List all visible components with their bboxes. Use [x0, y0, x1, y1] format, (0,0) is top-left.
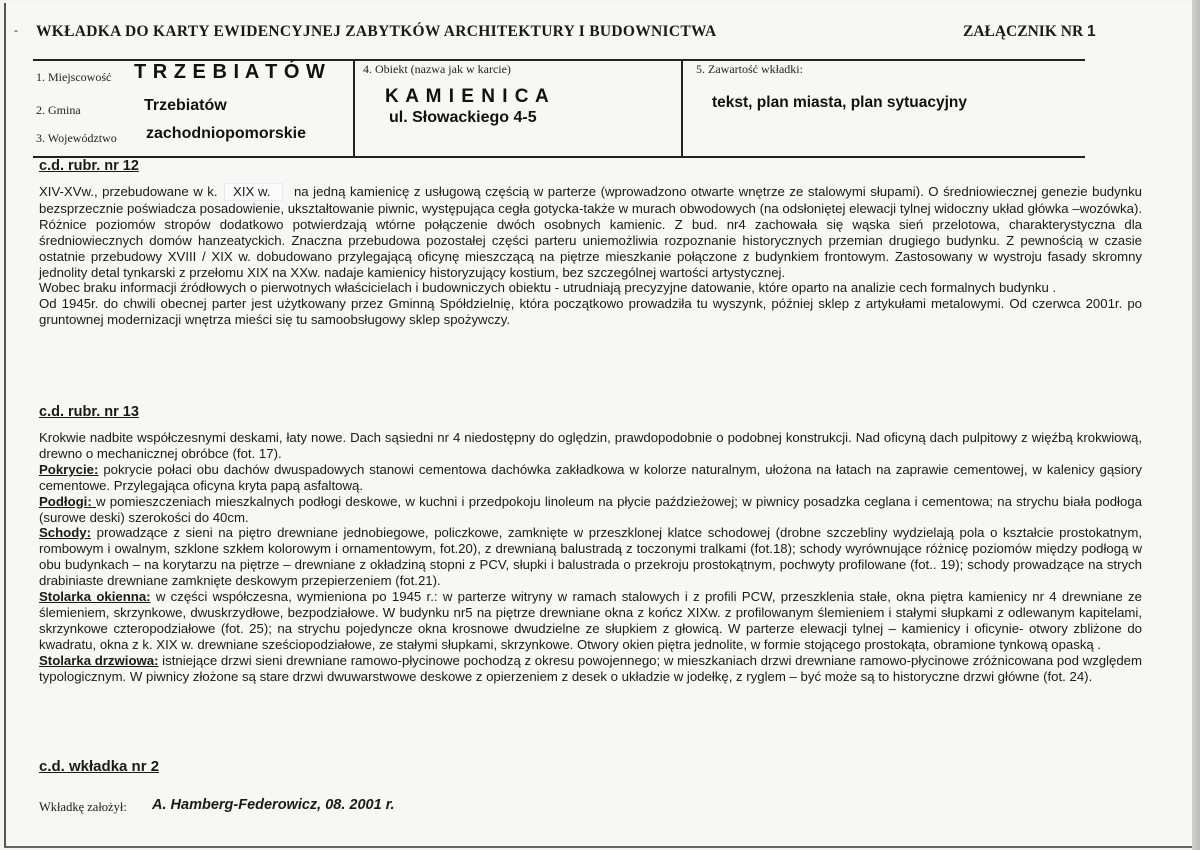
windows-text: w części współczesna, wymieniona po 1945 r.: w parterze witryny w ramach stalowych i z profili PCW, przeszklenia stałe, okna piętra kamienicy nr 4 drewniane ze ślemieniem, skrzynkowe, dwuskrzydłowe, bezpodziałowe. W budynku nr5 na piętrze drewniane okna z kończ XIXw. z profilowanym ślemieniem i stałymi słupkami z odlewanym kapitelami, skrzynkowe czteropodziałowe (fot. 25); na strychu pojedyncze okna krosnowe dwudzielne ze słupkiem z głowicą. W parterze elewacji tylnej – kamienicy i oficynie- otwory zbliżone do kwadratu, okna z k. XIX w. drewniane sześciopodziałowe, ze stałymi słupkami, skrzynkowe. Otwory okien piętra jednolite, w formie stojącego prostokąta, obramione tynkową opaską .: [39, 589, 1142, 652]
floors-text: w pomieszczeniach mieszkalnych podłogi deskowe, w kuchni i przedpokoju linoleum na płycie paździeżowej; w piwnicy posadzka ceglana i cementowa; na strychu biała podłoga (surowe deski) szerokości do 40cm.: [39, 493, 1142, 525]
section-13-intro: Krokwie nadbite współczesnymi deskami, łaty nowe. Dach sąsiedni nr 4 niedostępny do oględzin, prawdopodobnie o podobnej konstrukcji. Nad oficyną dach pulpitowy z więźbą krokwiową, drewno o mechanicznej obróbce (fot. 17).: [39, 430, 1142, 461]
locality-label: 1. Miejscowość: [36, 70, 112, 84]
section-13-heading: c.d. rubr. nr 13: [39, 404, 139, 420]
p1-rest: na jedną kamienicę z usługową częścią w parterze (wprowadzono otwarte wnętrze ze stalowymi słupami). O średniowiecznej genezie budynku bezsprzecznie poświadcza posadowienie, ukształtowanie piwnic, występująca cegła gotycka-także w murach obwodowych (na odsłoniętej elewacji tylnej widoczny układ główka –wozówka). Różnice poziomów stropów dodatkowo potwierdzają wtórne połączenie dwóch osobnych kamienic. Z bud. nr4 zachowała się wąska sień przelotowa, charakterystyczna dla średniowiecznych domów hanzeatyckich. Znaczna przebudowa pozostałej części parteru uniemożliwia rozpoznanie historycznych przemian drugiego budynku. Z pewnością w czasie ostatnie przebudowy XVIII / XIX w. dobudowano przylegającą oficynę mieszczącą na piętrze mieszkanie połączone z budynkiem frontowym. Zastosowany w wystroju fasady skromny jednolity detal tynkarski z przełomu XIX na XXw. nadaje kamienicy historyzujący kostium, bez szczególnej wartości artystycznej.: [39, 184, 1142, 280]
floors-label: Podłogi:: [39, 493, 96, 509]
header-bottom-rule: [33, 156, 1085, 158]
stairs-text: prowadzące z sieni na piętro drewniane jednobiegowe, policzkowe, zamknięte w przeszklonej klatce schodowej (drobne szczebliny wydzielają pola o kształcie prostokatnym, rombowym i owalnym, szklone szkłem kolorowym i ornamentowym, fot.20), z drewnianą balustradą z toczonymi tralkami (fot.18); schody wyrównujące różnicę poziomów między podłogą w obu budynkach – na korytarzu na piętrze – drewniane z okładziną stopni z PCV, słupki i balustrada o przekroju prostokątnym, pochwyty profilowane (fot.. 19); schody prowadzące na strych drabiniaste drewniane zamknięte deskowym przepierzeniem (fot.21).: [39, 525, 1142, 589]
section-12-heading: c.d. rubr. nr 12: [39, 158, 139, 174]
author-label: Wkładkę założył:: [39, 800, 127, 814]
commune-value: Trzebiatów: [144, 97, 227, 114]
doors-text: istniejące drzwi sieni drewniane ramowo-płycinowe pochodzą z okresu powojennego; w mieszkaniach drzwi drewniane ramowo-płycinowe zróżnicowana pod względem typologicznym. W piwnicy złożone są stare drzwi dwuwarstwowe deskowe z opierzeniem z desek o układzie w jodełkę, z ryglem – być może są to historyczne drzwi główne (fot. 24).: [39, 652, 1142, 684]
doors-paragraph: [39, 653, 1142, 685]
section-12-body: [39, 183, 1142, 328]
roofing-label: Pokrycie:: [39, 461, 99, 477]
section-12-paragraph-1: [39, 183, 1142, 280]
floors-paragraph: [39, 494, 1142, 526]
contents-value: tekst, plan miasta, plan sytuacyjny: [712, 94, 967, 111]
contents-label: 5. Zawartość wkładki:: [696, 62, 803, 76]
scan-edge: [1192, 0, 1200, 850]
annex-number: 1: [1087, 23, 1096, 40]
roofing-paragraph: [39, 462, 1142, 494]
author-value: A. Hamberg-Federowicz, 08. 2001 r.: [152, 797, 395, 813]
roofing-text: pokrycie połaci obu dachów dwuspadowych stanowi cementowa dachówka zakładkowa w kolorze naturalnym, ułożona na łatach na zaprawie cementowej, w kalenicy gąsiory cementowe. Przylegająca oficyna kryta papą asfaltową.: [39, 461, 1142, 493]
object-label: 4. Obiekt (nazwa jak w karcie): [363, 62, 511, 76]
voivodeship-label: 3. Województwo: [36, 131, 117, 145]
p1-start: XIV-XVw., przebudowane w k.: [39, 184, 218, 199]
object-name: K A M I E N I C A: [385, 86, 550, 107]
commune-label: 2. Gmina: [36, 103, 81, 117]
century-box: XIX w.: [224, 183, 283, 201]
column-divider-2: [681, 61, 683, 157]
document-title: WKŁADKA DO KARTY EWIDENCYJNEJ ZABYTKÓW ARCHITEKTURY I BUDOWNICTWA: [36, 23, 717, 40]
voivodeship-value: zachodniopomorskie: [146, 125, 307, 142]
doors-label: Stolarka drzwiowa:: [39, 652, 159, 668]
windows-label: Stolarka okienna:: [39, 589, 151, 605]
insert-2-heading: c.d. wkładka nr 2: [39, 758, 160, 775]
section-12-paragraph-2: Wobec braku informacji źródłowych o pierwotnych właścicielach i budowniczych obiektu - utrudniają precyzyjne datowanie, które oparto na analizie cech formalnych budynku .: [39, 280, 1057, 296]
object-address: ul. Słowackiego 4-5: [389, 109, 537, 126]
windows-paragraph: [39, 589, 1142, 653]
stairs-label: Schody:: [39, 525, 92, 541]
annex-label: [963, 23, 1096, 41]
section-12-paragraph-3: Od 1945r. do chwili obecnej parter jest użytkowany przez Gminną Spółdzielnię, która początkowo prowadziła tu wyszynk, później sklep z artykułami metalowymi. Od czerwca 2001r. po gruntownej modernizacji wnętrza mieści się tu samoobsługowy sklep spożywczy.: [39, 296, 1142, 328]
annex-label-text: ZAŁĄCZNIK NR: [963, 23, 1084, 40]
locality-value: T R Z E B I A T Ó W: [134, 61, 326, 83]
column-divider-1: [353, 61, 355, 157]
section-13-body: [39, 430, 1142, 685]
document-page: [4, 3, 1192, 848]
stairs-paragraph: [39, 525, 1142, 589]
stray-mark: -: [14, 23, 18, 37]
